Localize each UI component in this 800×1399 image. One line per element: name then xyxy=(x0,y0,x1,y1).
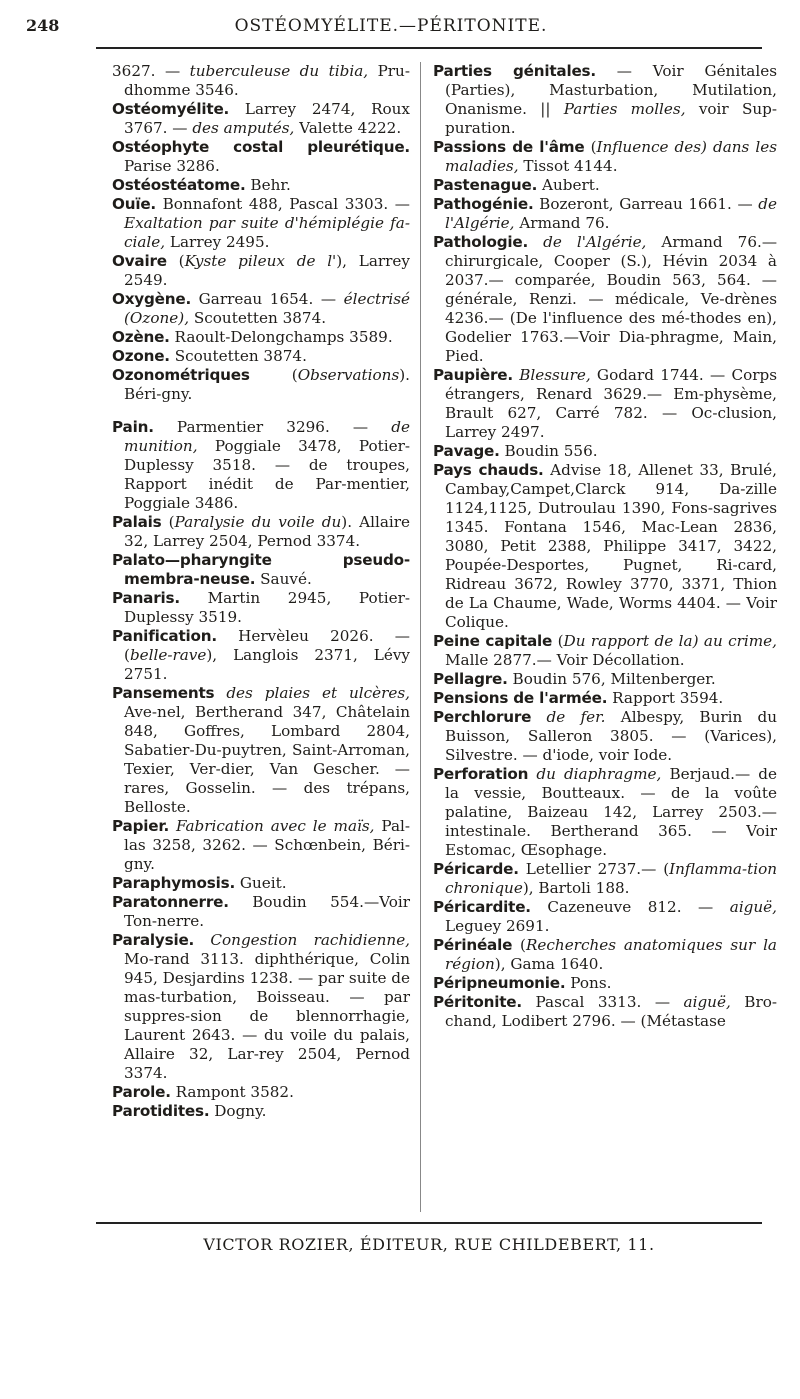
entry-text: Cazeneuve 812. — xyxy=(530,898,730,916)
index-entry xyxy=(433,974,777,993)
entry-text xyxy=(531,708,546,726)
index-entry xyxy=(112,252,410,290)
entry-italic: Influence des) dans les maladies, xyxy=(445,138,777,175)
entry-keyword: Pathogénie. xyxy=(433,195,534,213)
entry-italic: Fabrication avec le maïs, xyxy=(175,817,375,835)
entry-italic: Parties molles, xyxy=(563,100,686,118)
index-entry xyxy=(112,1102,410,1121)
entry-text: Pons. xyxy=(565,974,612,992)
entry-italic: Recherches anatomiques sur la région xyxy=(445,936,777,973)
entry-italic: de l'Algérie, xyxy=(445,195,777,232)
column-divider xyxy=(420,62,421,1212)
entry-text: Advise 18, Allenet 33, Brulé, Cambay,Campet,Clarck 914, Da-zille 1124,1125, Dutroulau 1390, Fons-sagrives 1345. Fontana 1546, Mac-Lean 2836, 3080, Petit 2388, Philippe 3417, 3422, Poupée-Desportes, Pugnet, Ri-card, Ridreau 3672, Rowley 3770, 3371, Thion de La Chaume, Wade, Worms 4404. — Voir Colique. xyxy=(445,461,777,631)
entry-rest: ), Bartoli 188. xyxy=(522,879,630,897)
entry-keyword: Paupière. xyxy=(433,366,513,384)
index-entry xyxy=(433,993,777,1031)
entry-keyword: Péripneumonie. xyxy=(433,974,566,992)
entry-rest: Godard 1744. — Corps étrangers, Renard 3629.— Em-physème, Brault 627, Carré 782. — Oc-clusion, Larrey 2497. xyxy=(445,366,777,441)
entry-text: Boudin 576, Miltenberger. xyxy=(507,670,716,688)
entry-text: ( xyxy=(512,936,526,954)
entry-italic: du diaphragme, xyxy=(536,765,662,783)
entry-keyword: Paratonnerre. xyxy=(112,893,229,911)
entry-text: Pascal 3313. — xyxy=(521,993,684,1011)
entry-keyword: Ovaire xyxy=(112,252,167,270)
entry-text: Gueit. xyxy=(235,874,287,892)
entry-text: ( xyxy=(584,138,597,156)
index-entry xyxy=(433,233,777,366)
entry-text: Hervèleu 2026. — ( xyxy=(124,627,410,664)
entry-keyword: Oxygène. xyxy=(112,290,192,308)
index-entry xyxy=(112,100,410,138)
entry-italic: Du rapport de la) au crime, xyxy=(563,632,777,650)
entry-rest: Leguey 2691. xyxy=(445,917,550,935)
entry-text: Parmentier 3296. — xyxy=(153,418,392,436)
index-entry xyxy=(433,461,777,632)
entry-rest: Tissot 4144. xyxy=(518,157,618,175)
page-number: 248 xyxy=(26,16,60,35)
entry-text: Dogny. xyxy=(209,1102,267,1120)
entry-italic: aiguë, xyxy=(683,993,731,1011)
entry-rest: Poggiale 3478, Potier-Duplessy 3518. — de troupes, Rapport inédit de Par-mentier, Poggiale 3486. xyxy=(124,437,410,512)
entry-keyword: Ozène. xyxy=(112,328,170,346)
entry-keyword: Pastenague. xyxy=(433,176,538,194)
entry-keyword: Ozone. xyxy=(112,347,170,365)
entry-keyword: Papier. xyxy=(112,817,170,835)
entry-text: Rampont 3582. xyxy=(170,1083,294,1101)
index-entry xyxy=(112,347,410,366)
entry-rest: Scoutetten 3874. xyxy=(189,309,327,327)
entry-text: Scoutetten 3874. xyxy=(169,347,307,365)
entry-keyword: Périnéale xyxy=(433,936,513,954)
entry-rest: Bro-chand, Lodibert 2796. — (Métastase xyxy=(445,993,777,1030)
entry-rest: Berjaud.— de la vessie, Boutteaux. — de la voûte palatine, Baizeau 142, Larrey 2503.— intestinale. Bertherand 365. — Voir Estomac, Œsophage. xyxy=(445,765,777,859)
entry-rest: Valette 4222. xyxy=(294,119,402,137)
right-column xyxy=(433,62,777,1031)
entry-text: ( xyxy=(552,632,564,650)
index-entry xyxy=(433,176,777,195)
entry-text xyxy=(169,817,176,835)
entry-text: Aubert. xyxy=(537,176,600,194)
entry-italic: Observations xyxy=(297,366,400,384)
entry-rest: ). Béri-gny. xyxy=(124,366,410,403)
index-entry xyxy=(112,551,410,589)
entry-text: Bozeront, Garreau 1661. — xyxy=(533,195,759,213)
index-entry xyxy=(112,328,410,347)
index-entry xyxy=(112,1083,410,1102)
entry-italic: électrisé (Ozone), xyxy=(124,290,410,327)
entry-keyword: Palais xyxy=(112,513,162,531)
running-title: OSTÉOMYÉLITE.—PÉRITONITE. xyxy=(234,16,548,36)
entry-rest: ). Allaire 32, Larrey 2504, Pernod 3374. xyxy=(124,513,410,550)
entry-text: — Voir Génitales (Parties), Masturbation, Mutilation, Onanisme. || xyxy=(445,62,777,118)
entry-italic: aiguë, xyxy=(729,898,777,916)
entry-italic: de fer. xyxy=(546,708,606,726)
entry-italic: des plaies et ulcères, xyxy=(226,684,410,702)
index-entry xyxy=(112,195,410,252)
index-entry xyxy=(112,176,410,195)
entry-keyword: Passions de l'âme xyxy=(433,138,585,156)
entry-keyword: Pellagre. xyxy=(433,670,508,688)
entry-keyword: Parotidites. xyxy=(112,1102,210,1120)
entry-keyword: Parties génitales. xyxy=(433,62,596,80)
entry-italic: Exaltation par suite d'hémiplégie fa-ciale, xyxy=(124,214,410,251)
entry-keyword: Ostéostéatome. xyxy=(112,176,246,194)
entry-italic: Inflamma-tion chronique xyxy=(445,860,777,897)
entry-italic: de munition, xyxy=(124,418,410,455)
index-entry xyxy=(112,817,410,874)
index-entry xyxy=(112,418,410,513)
entry-italic: des amputés, xyxy=(192,119,295,137)
index-entry xyxy=(112,931,410,1083)
entry-rest: Pal-las 3258, 3262. — Schœnbein, Béri-gny. xyxy=(124,817,410,873)
index-entry xyxy=(433,670,777,689)
entry-rest: ), Langlois 2371, Lévy 2751. xyxy=(124,646,410,683)
page-header xyxy=(26,16,756,50)
entry-keyword: Perchlorure xyxy=(433,708,532,726)
entry-text: Letellier 2737.— ( xyxy=(518,860,670,878)
index-entry xyxy=(112,893,410,931)
entry-italic: Blessure, xyxy=(519,366,591,384)
entry-text: Bonnafont 488, Pascal 3303. — xyxy=(156,195,410,213)
entry-text xyxy=(214,684,226,702)
index-entry xyxy=(433,632,777,670)
entry-text: Boudin 556. xyxy=(499,442,598,460)
index-entry xyxy=(112,138,410,176)
entry-keyword: Palato—pharyngite pseudo-membra-neuse. xyxy=(112,551,410,588)
entry-rest: Ave-nel, Bertherand 347, Châtelain 848, Goffres, Lombard 2804, Sabatier-Du-puytren, Saint-Arroman, Texier, Ver-dier, Van Gescher. — rares, Gosselin. — des trépans, Belloste. xyxy=(124,703,410,816)
entry-keyword: Pavage. xyxy=(433,442,500,460)
entry-text: Boudin 554.—Voir Ton-nerre. xyxy=(124,893,410,930)
entry-text: Behr. xyxy=(245,176,291,194)
index-entry xyxy=(112,366,410,404)
entry-rest: voir Sup-puration. xyxy=(445,100,777,137)
entry-keyword: Paralysie. xyxy=(112,931,195,949)
entry-text: Rapport 3594. xyxy=(607,689,724,707)
entry-keyword: Panaris. xyxy=(112,589,180,607)
index-entry xyxy=(433,62,777,138)
entry-keyword: Pays chauds. xyxy=(433,461,544,479)
publisher-footer: VICTOR ROZIER, ÉDITEUR, RUE CHILDEBERT, 11. xyxy=(203,1235,655,1254)
entry-italic: belle-rave xyxy=(129,646,207,664)
index-entry xyxy=(112,62,410,100)
index-entry xyxy=(112,627,410,684)
index-entry xyxy=(433,138,777,176)
index-entry xyxy=(112,589,410,627)
entry-rest: Larrey 2495. xyxy=(165,233,270,251)
entry-text: ( xyxy=(161,513,175,531)
entry-rest: Armand 76.— chirurgicale, Cooper (S.), Hévin 2034 à 2037.— comparée, Boudin 563, 564. — générale, Renzi. — médicale, Ve-drènes 4236.— (De l'influence des mé-thodes en), Godelier 1763.—Voir Dia-phragme, Main, Pied. xyxy=(445,233,778,365)
index-entry xyxy=(112,684,410,817)
entry-rest: Malle 2877.— Voir Décollation. xyxy=(445,651,685,669)
index-entry xyxy=(433,765,777,860)
entry-keyword: Panification. xyxy=(112,627,217,645)
entry-keyword: Pansements xyxy=(112,684,215,702)
entry-italic: tuberculeuse du tibia, xyxy=(189,62,369,80)
index-entry xyxy=(433,898,777,936)
index-entry xyxy=(112,874,410,893)
entry-text: Larrey 2474, Roux 3767. — xyxy=(124,100,410,137)
entry-keyword: Paraphymosis. xyxy=(112,874,236,892)
index-entry xyxy=(433,708,777,765)
entry-text: Martin 2945, Potier-Duplessy 3519. xyxy=(124,589,410,626)
index-entry xyxy=(433,860,777,898)
entry-text: Parise 3286. xyxy=(124,157,220,175)
left-column xyxy=(112,62,410,1121)
entry-keyword: Péricarde. xyxy=(433,860,519,878)
entry-keyword: Ouïe. xyxy=(112,195,156,213)
entry-rest: Albespy, Burin du Buisson, Salleron 3805. — (Varices), Silvestre. — d'iode, voir Iode. xyxy=(445,708,777,764)
entry-text xyxy=(194,931,210,949)
index-entry xyxy=(433,689,777,708)
footer-rule xyxy=(96,1222,762,1224)
entry-keyword: Ozonométriques xyxy=(112,366,250,384)
entry-italic: Congestion rachidienne, xyxy=(210,931,411,949)
entry-keyword: Pensions de l'armée. xyxy=(433,689,608,707)
entry-text: ( xyxy=(166,252,185,270)
index-entry xyxy=(433,195,777,233)
entry-text: 3627. — xyxy=(112,62,190,80)
entry-keyword: Ostéophyte costal pleurétique. xyxy=(112,138,410,156)
entry-italic: Kyste pileux de l' xyxy=(184,252,337,270)
entry-keyword: Pain. xyxy=(112,418,154,436)
entry-italic: Paralysie du voile du xyxy=(174,513,342,531)
entry-text: ( xyxy=(249,366,298,384)
entry-keyword: Ostéomyélite. xyxy=(112,100,230,118)
header-rule xyxy=(96,47,762,49)
index-entry xyxy=(433,442,777,461)
entry-keyword: Péritonite. xyxy=(433,993,522,1011)
entry-rest: Mo-rand 3113. diphthérique, Colin 945, Desjardins 1238. — par suite de mas-turbation, Boisseau. — par suppres-sion de blennorrhagie, Laurent 2643. — du voile du palais, Allaire 32, Lar-rey 2504, Pernod 3374. xyxy=(124,950,410,1082)
entry-keyword: Peine capitale xyxy=(433,632,553,650)
entry-text: Garreau 1654. — xyxy=(191,290,344,308)
entry-rest: Pru-dhomme 3546. xyxy=(124,62,410,99)
index-entry xyxy=(433,366,777,442)
entry-text: Sauvé. xyxy=(255,570,312,588)
entry-italic: de l'Algérie, xyxy=(543,233,647,251)
entry-text xyxy=(528,233,543,251)
index-entry xyxy=(433,936,777,974)
entry-keyword: Parole. xyxy=(112,1083,171,1101)
entry-keyword: Pathologie. xyxy=(433,233,529,251)
entry-text: Raoult-Delongchamps 3589. xyxy=(169,328,393,346)
index-entry xyxy=(112,513,410,551)
entry-rest: ), Gama 1640. xyxy=(494,955,604,973)
entry-rest: ), Larrey 2549. xyxy=(124,252,410,289)
index-entry xyxy=(112,290,410,328)
entry-keyword: Péricardite. xyxy=(433,898,531,916)
entry-keyword: Perforation xyxy=(433,765,529,783)
entry-rest: Armand 76. xyxy=(514,214,610,232)
